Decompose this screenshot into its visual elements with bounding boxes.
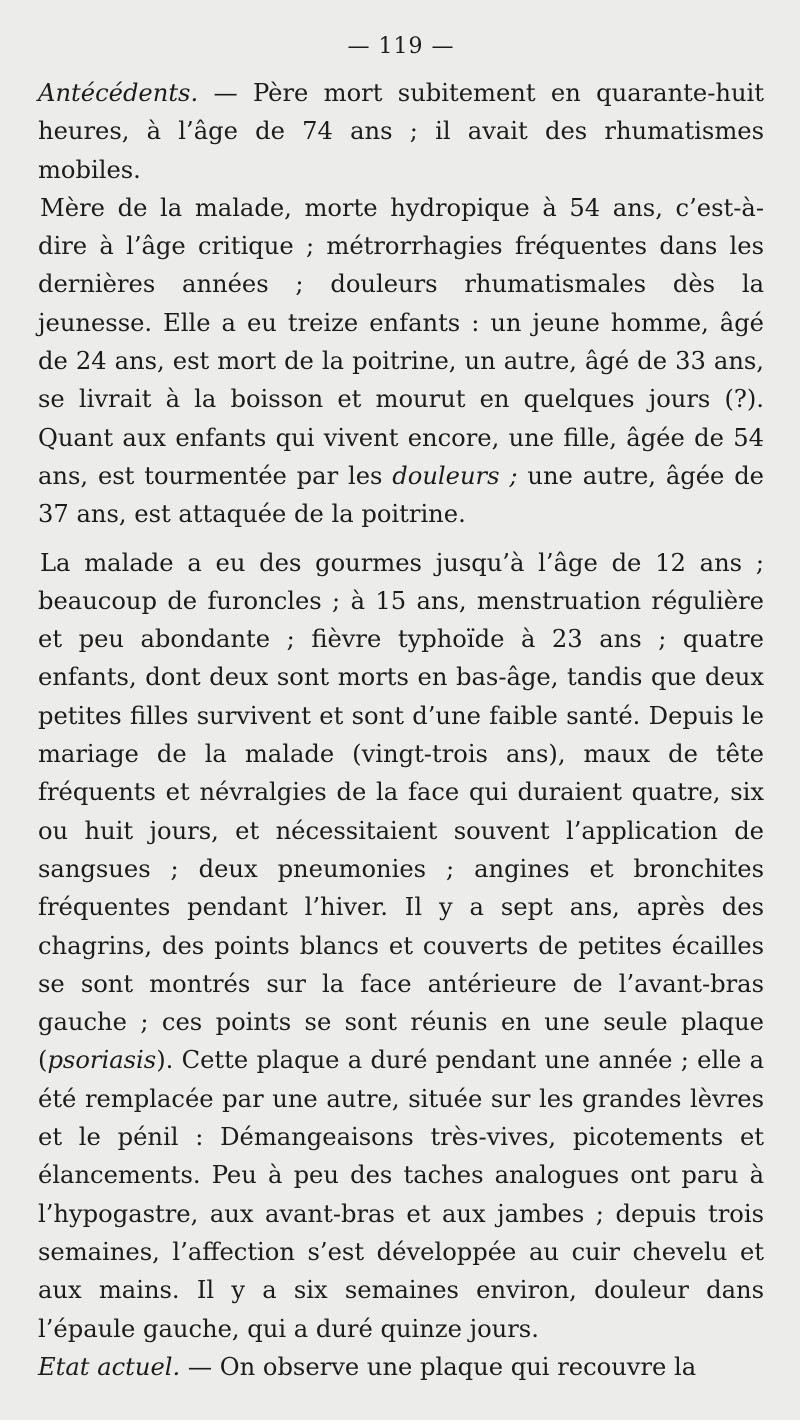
paragraph-text: — Père mort subitement en quarante-huit heures, à l’âge de 74 ans ; il avait des rhumatismes mobiles. (38, 79, 764, 184)
paragraph-text: La malade a eu des gourmes jusqu’à l’âge de 12 ans ; beaucoup de furoncles ; à 15 ans, menstruation régulière et peu abondante ; fièvre typhoïde à 23 ans ; quatre enfants, dont deux sont morts en bas-âge, tandis que deux petites filles survivent et sont d’une faible santé. Depuis le mariage de la malade (vingt-trois ans), maux de tête fréquents et névralgies de la face qui duraient quatre, six ou huit jours, et nécessitaient souvent l’application de sangsues ; deux pneumonies ; angines et bronchites fréquentes pendant l’hiver. Il y a sept ans, après des chagrins, des points blancs et couverts de petites écailles se sont montrés sur la face antérieure de l’avant-bras gauche ; ces points se sont réunis en une seule plaque ( (38, 548, 764, 1075)
paragraph-etat-actuel (38, 1348, 764, 1386)
paragraph-mother (38, 189, 764, 534)
section-heading-antecedents: Antécédents. (38, 79, 199, 107)
paragraph-antecedents (38, 74, 764, 189)
paragraph-text-continued: une autre, âgée de 37 ans, est attaquée de la poitrine. (38, 461, 764, 529)
paragraph-text: — On observe une plaque qui recouvre la (180, 1352, 697, 1381)
paragraph-text-continued: ). Cette plaque a duré pendant une année ; elle a été remplacée par une autre, située sur les grandes lèvres et le pénil : Démangeaisons très-vives, picotements et élancements. Peu à peu des taches analogues ont paru à l’hypogastre, aux avant-bras et aux jambes ; depuis trois semaines, l’affection s’est développée au cuir chevelu et aux mains. Il y a six semaines environ, douleur dans l’épaule gauche, qui a duré quinze jours. (38, 1046, 764, 1343)
section-heading-etat-actuel: Etat actuel. (38, 1352, 181, 1381)
page-number: — 119 — (347, 34, 455, 59)
italic-term-douleurs: douleurs ; (392, 461, 518, 490)
paragraph-text: Mère de la malade, morte hydropique à 54 ans, c’est-à-dire à l’âge critique ; métrorrhagies fréquentes dans les dernières années ; douleurs rhumatismales dès la jeunesse. Elle a eu treize enfants : un jeune homme, âgé de 24 ans, est mort de la poitrine, un autre, âgé de 33 ans, se livrait à la boisson et mourut en quelques jours (?). Quant aux enfants qui vivent encore, une fille, âgée de 54 ans, est tourmentée par les (38, 193, 764, 490)
paragraph-history (38, 544, 764, 1348)
paragraph-gap (38, 534, 764, 544)
italic-term-psoriasis: psoriasis (47, 1046, 157, 1075)
